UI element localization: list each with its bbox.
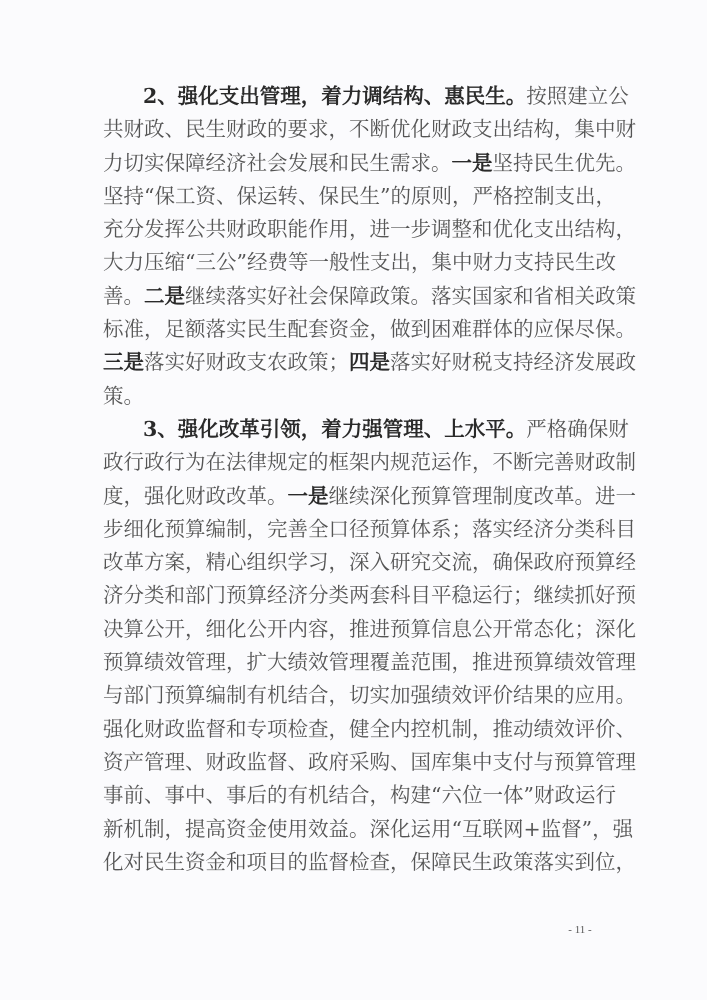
text-line	[103, 213, 636, 246]
text-line	[103, 579, 636, 612]
text-line	[103, 713, 636, 746]
text-line	[103, 746, 636, 779]
text-segment: 坚持“保工资、保运转、保民生”的原则，严格控制支出，	[103, 183, 616, 208]
text-line	[103, 513, 636, 546]
text-segment: 继续深化预算管理制度改革。进一	[328, 483, 636, 508]
text-segment: 资产管理、财政监督、政府采购、国库集中支付与预算管理	[103, 749, 636, 774]
text-line	[103, 280, 636, 313]
text-segment: 善。	[103, 283, 144, 308]
text-segment: 预算绩效管理，扩大绩效管理覆盖范围，推进预算绩效管理	[103, 650, 636, 675]
text-line	[103, 446, 636, 479]
text-segment: 继续落实好社会保障政策。落实国家和省相关政策	[185, 283, 636, 308]
text-segment: 标准，足额落实民生配套资金，做到困难群体的应保尽保。	[103, 317, 636, 342]
text-segment: 政行政行为在法律规定的框架内规范运作，不断完善财政制	[103, 450, 636, 475]
bold-text-segment: 一是	[451, 150, 493, 175]
text-segment: 改革方案，精心组织学习，深入研究交流，确保政府预算经	[103, 550, 636, 575]
text-segment: 坚持民生优先。	[492, 150, 636, 175]
text-line	[103, 779, 616, 812]
bold-text-segment: 二是	[144, 283, 185, 308]
bold-text-segment: 3、强化改革引领，着力强管理、上水平。	[143, 416, 527, 441]
bold-text-segment: 2、强化支出管理，着力调结构、惠民生。	[143, 84, 527, 108]
document-body	[103, 80, 636, 879]
text-segment: 与部门预算编制有机结合，切实加强绩效评价结果的应用。	[103, 683, 636, 708]
text-line	[103, 813, 634, 846]
text-segment: 大力压缩“三公”经费等一般性支出，集中财力支持民生改	[103, 250, 616, 275]
text-line	[103, 147, 636, 180]
bold-text-segment: 一是	[287, 483, 329, 508]
text-segment: 决算公开，细化公开内容，推进预算信息公开常态化；深化	[103, 616, 636, 641]
text-line	[103, 480, 636, 513]
text-segment: 新机制，提高资金使用效益。深化运用“互联网+监督”，强	[103, 816, 634, 841]
text-segment: 度，强化财政改革。	[103, 483, 288, 508]
text-segment: 共财政、民生财政的要求，不断优化财政支出结构，集中财	[103, 117, 636, 142]
text-line	[103, 546, 636, 579]
text-segment: 力切实保障经济社会发展和民生需求。	[103, 150, 452, 175]
text-line	[103, 80, 629, 113]
text-segment: 严格确保财	[526, 416, 629, 441]
text-segment: 按照建立公	[526, 84, 629, 108]
bold-text-segment: 四是	[349, 350, 390, 375]
bold-text-segment: 三是	[103, 350, 144, 375]
text-line	[103, 846, 636, 879]
text-line	[103, 380, 593, 413]
text-line	[103, 313, 636, 346]
text-line	[103, 246, 616, 279]
text-line	[103, 180, 616, 213]
text-segment: 济分类和部门预算经济分类两套科目平稳运行；继续抓好预	[103, 583, 636, 608]
text-line	[103, 413, 629, 446]
text-line	[103, 646, 636, 679]
text-segment: 策。	[103, 383, 144, 408]
text-segment: 强化财政监督和专项检查，健全内控机制，推动绩效评价、	[103, 716, 636, 741]
text-line	[103, 679, 636, 712]
text-line	[103, 346, 636, 379]
page-number: - 11 -	[568, 924, 592, 936]
text-segment: 化对民生资金和项目的监督检查，保障民生政策落实到位，	[103, 849, 636, 874]
text-segment: 事前、事中、事后的有机结合，构建“六位一体”财政运行	[103, 783, 616, 808]
text-segment: 充分发挥公共财政职能作用，进一步调整和优化支出结构，	[103, 217, 636, 242]
text-line	[103, 613, 636, 646]
text-line	[103, 113, 636, 146]
text-segment: 落实好财政支农政策；	[144, 350, 349, 375]
text-segment: 落实好财税支持经济发展政	[390, 350, 636, 375]
text-segment: 步细化预算编制，完善全口径预算体系；落实经济分类科目	[103, 516, 636, 541]
